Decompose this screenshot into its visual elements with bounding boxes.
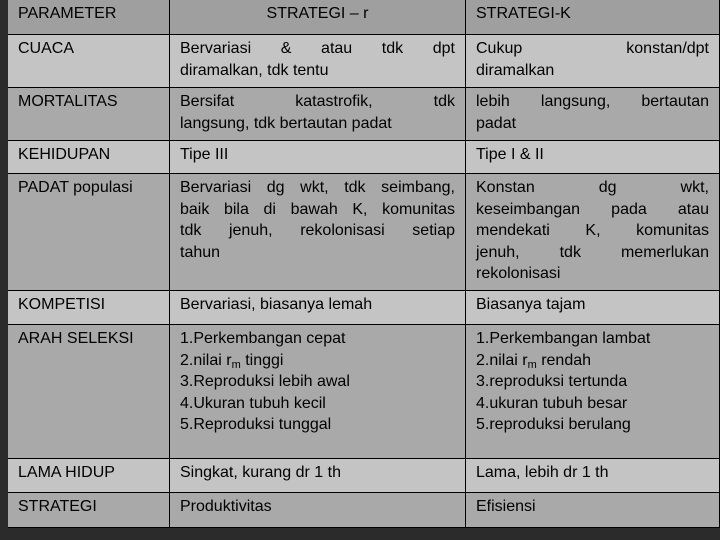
- row-kompetisi-k: Biasanya tajam: [466, 291, 720, 325]
- text-line: mendekati K, komunitas: [476, 222, 709, 239]
- text-line: Bervariasi & atau tdk dpt: [180, 40, 455, 57]
- row-arah-seleksi-k: [466, 325, 720, 459]
- text-line: Konstan dg wkt,: [476, 179, 709, 196]
- selection-list-r: [180, 328, 455, 436]
- header-parameter: PARAMETER: [8, 0, 170, 35]
- row-cuaca-param: CUACA: [8, 35, 170, 88]
- list-item: 4.ukuran tubuh besar: [476, 394, 628, 412]
- text-line: lebih langsung, bertautan: [476, 93, 709, 110]
- row-padat-r: [170, 174, 466, 291]
- row-kompetisi-param: KOMPETISI: [8, 291, 170, 325]
- list-item: 5.Reproduksi tunggal: [180, 416, 332, 433]
- row-mortalitas-r: [170, 88, 466, 141]
- row-kompetisi-r: Bervariasi, biasanya lemah: [170, 291, 466, 325]
- row-cuaca-k: [466, 35, 720, 88]
- text-line: rekolonisasi: [476, 265, 561, 282]
- list-item: 1.Perkembangan lambat: [476, 330, 651, 347]
- selection-list-k: [476, 328, 709, 436]
- row-strategi-r: Produktivitas: [170, 493, 466, 528]
- row-arah-seleksi-param: ARAH SELEKSI: [8, 325, 170, 459]
- text-line: padat: [476, 114, 517, 132]
- row-kehidupan-k: Tipe I & II: [466, 141, 720, 174]
- text-line: jenuh, tdk memerlukan: [476, 243, 709, 261]
- row-strategi-param: STRATEGI: [8, 493, 170, 528]
- list-item: 1.Perkembangan cepat: [180, 330, 346, 347]
- text-line: tdk jenuh, rekolonisasi setiap: [180, 222, 455, 239]
- header-strategi-r: STRATEGI – r: [170, 0, 466, 35]
- text-line: tahun: [180, 243, 221, 261]
- text-line: keseimbangan pada atau: [476, 200, 709, 218]
- text-line: diramalkan, tdk tentu: [180, 61, 329, 79]
- text-line: Cukup konstan/dpt: [476, 40, 709, 57]
- text-line: Bervariasi dg wkt, tdk seimbang,: [180, 179, 455, 196]
- text-line: langsung, tdk bertautan padat: [180, 114, 392, 132]
- row-kehidupan-r: Tipe III: [170, 141, 466, 174]
- row-lama-hidup-param: LAMA HIDUP: [8, 459, 170, 493]
- row-mortalitas-k: [466, 88, 720, 141]
- row-padat-k: [466, 174, 720, 291]
- list-item: 5.reproduksi berulang: [476, 416, 631, 433]
- list-item: 4.Ukuran tubuh kecil: [180, 394, 326, 412]
- list-item: 3.reproduksi tertunda: [476, 373, 628, 390]
- row-padat-param: PADAT populasi: [8, 174, 170, 291]
- list-item: 2.nilai $r_m$ tinggi: [180, 351, 284, 371]
- row-lama-hidup-k: Lama, lebih dr 1 th: [466, 459, 720, 493]
- row-strategi-k: Efisiensi: [466, 493, 720, 528]
- comparison-table: [8, 0, 720, 540]
- row-cuaca-r: [170, 35, 466, 88]
- row-lama-hidup-r: Singkat, kurang dr 1 th: [170, 459, 466, 493]
- row-kehidupan-param: KEHIDUPAN: [8, 141, 170, 174]
- text-line: baik bila di bawah K, komunitas: [180, 200, 455, 218]
- text-line: diramalkan: [476, 61, 555, 79]
- list-item: 3.Reproduksi lebih awal: [180, 373, 350, 390]
- list-item: 2.nilai $r_m$ rendah: [476, 351, 592, 371]
- text-line: Bersifat katastrofik, tdk: [180, 93, 455, 110]
- row-mortalitas-param: MORTALITAS: [8, 88, 170, 141]
- row-arah-seleksi-r: [170, 325, 466, 459]
- header-strategi-k: STRATEGI-K: [466, 0, 720, 35]
